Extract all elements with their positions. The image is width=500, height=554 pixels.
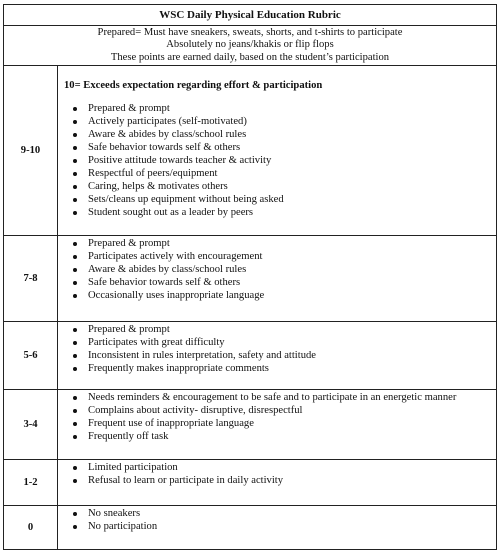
list-item [64,520,492,533]
score-description [58,506,497,550]
list-item [64,180,492,193]
list-item [64,461,492,474]
criteria-list [64,237,492,302]
list-item-text: Positive attitude towards teacher & activity [88,155,272,166]
list-item-text: Inconsistent in rules interpretation, safety and attitude [88,350,316,361]
bullet-icon [73,479,77,483]
bullet-icon [73,268,77,272]
list-item-text: Safe behavior towards self & others [88,142,241,153]
bullet-icon [73,367,77,371]
intro-line-dress-code: Absolutely no jeans/khakis or flip flops [166,39,334,51]
bullet-icon [73,120,77,124]
list-item [64,289,492,302]
bullet-icon [73,281,77,285]
list-item [64,167,492,180]
list-item-text: Needs reminders & encouragement to be safe and to participate in an energetic manner [88,392,457,403]
score-label: 9-10 [4,66,58,236]
list-item [64,276,492,289]
list-item-text: No sneakers [88,508,141,519]
bullet-icon [73,525,77,529]
list-item-text: Participates actively with encouragement [88,251,263,262]
list-item [64,193,492,206]
list-item-text: No participation [88,521,158,532]
list-item-text: Frequent use of inappropriate language [88,418,254,429]
list-item [64,115,492,128]
list-item [64,206,492,219]
list-item [64,323,492,336]
intro-row [4,26,497,66]
list-item [64,250,492,263]
list-item [64,417,492,430]
score-description [58,322,497,390]
bullet-icon [73,294,77,298]
list-item [64,362,492,375]
bullet-icon [73,341,77,345]
list-item-text: Respectful of peers/equipment [88,168,218,179]
bullet-icon [73,328,77,332]
score-label: 5-6 [4,322,58,390]
criteria-list [64,461,492,487]
bullet-icon [73,211,77,215]
list-item-text: Complains about activity- disruptive, disrespectful [88,405,303,416]
criteria-list [64,102,492,219]
score-row-3-4 [4,390,497,460]
criteria-list [64,323,492,375]
intro-line-points: These points are earned daily, based on the student’s participation [110,51,390,63]
bullet-icon [73,172,77,176]
score-description [58,66,497,236]
bullet-icon [73,198,77,202]
score-row-0 [4,506,497,550]
list-item-text: Frequently makes inappropriate comments [88,363,269,374]
list-item [64,391,492,404]
list-item-text: Prepared & prompt [88,324,170,335]
score-description [58,460,497,506]
score-description [58,390,497,460]
list-item-text: Occasionally uses inappropriate language [88,290,265,301]
intro-line-prepared: Prepared= Must have sneakers, sweats, shorts, and t-shirts to participate [97,26,403,38]
list-item-text: Refusal to learn or participate in daily activity [88,475,284,486]
score-row-5-6 [4,322,497,390]
bullet-icon [73,409,77,413]
list-item [64,154,492,167]
rubric-title: WSC Daily Physical Education Rubric [4,5,497,26]
list-item-text: Aware & abides by class/school rules [88,129,247,140]
list-item-text: Actively participates (self-motivated) [88,116,247,127]
bullet-icon [73,435,77,439]
list-item [64,237,492,250]
list-item-text: Aware & abides by class/school rules [88,264,247,275]
list-item [64,336,492,349]
bullet-icon [73,146,77,150]
score-label: 1-2 [4,460,58,506]
criteria-list [64,507,492,533]
score-label: 0 [4,506,58,550]
bullet-icon [73,107,77,111]
title-row [4,5,497,26]
list-item-text: Prepared & prompt [88,103,170,114]
list-item-text: Caring, helps & motivates others [88,181,228,192]
list-item [64,474,492,487]
criteria-list [64,391,492,443]
list-item-text: Limited participation [88,462,178,473]
list-item [64,141,492,154]
bullet-icon [73,255,77,259]
bullet-icon [73,422,77,426]
bullet-icon [73,242,77,246]
bullet-icon [73,159,77,163]
list-item-text: Sets/cleans up equipment without being asked [88,194,284,205]
score-description [58,236,497,322]
bullet-icon [73,185,77,189]
list-item [64,404,492,417]
list-item [64,128,492,141]
bullet-icon [73,512,77,516]
score-heading: 10= Exceeds expectation regarding effort & participation [64,80,323,91]
intro-block [4,26,497,66]
list-item-text: Participates with great difficulty [88,337,225,348]
score-label: 7-8 [4,236,58,322]
bullet-icon [73,466,77,470]
bullet-icon [73,354,77,358]
list-item-text: Frequently off task [88,431,169,442]
list-item [64,102,492,115]
bullet-icon [73,133,77,137]
list-item-text: Student sought out as a leader by peers [88,207,254,218]
list-item [64,349,492,362]
score-row-9-10 [4,66,497,236]
list-item [64,263,492,276]
list-item [64,507,492,520]
list-item-text: Prepared & prompt [88,238,170,249]
list-item-text: Safe behavior towards self & others [88,277,241,288]
score-label: 3-4 [4,390,58,460]
list-item [64,430,492,443]
score-row-7-8 [4,236,497,322]
bullet-icon [73,396,77,400]
rubric-table [3,4,497,550]
score-row-1-2 [4,460,497,506]
